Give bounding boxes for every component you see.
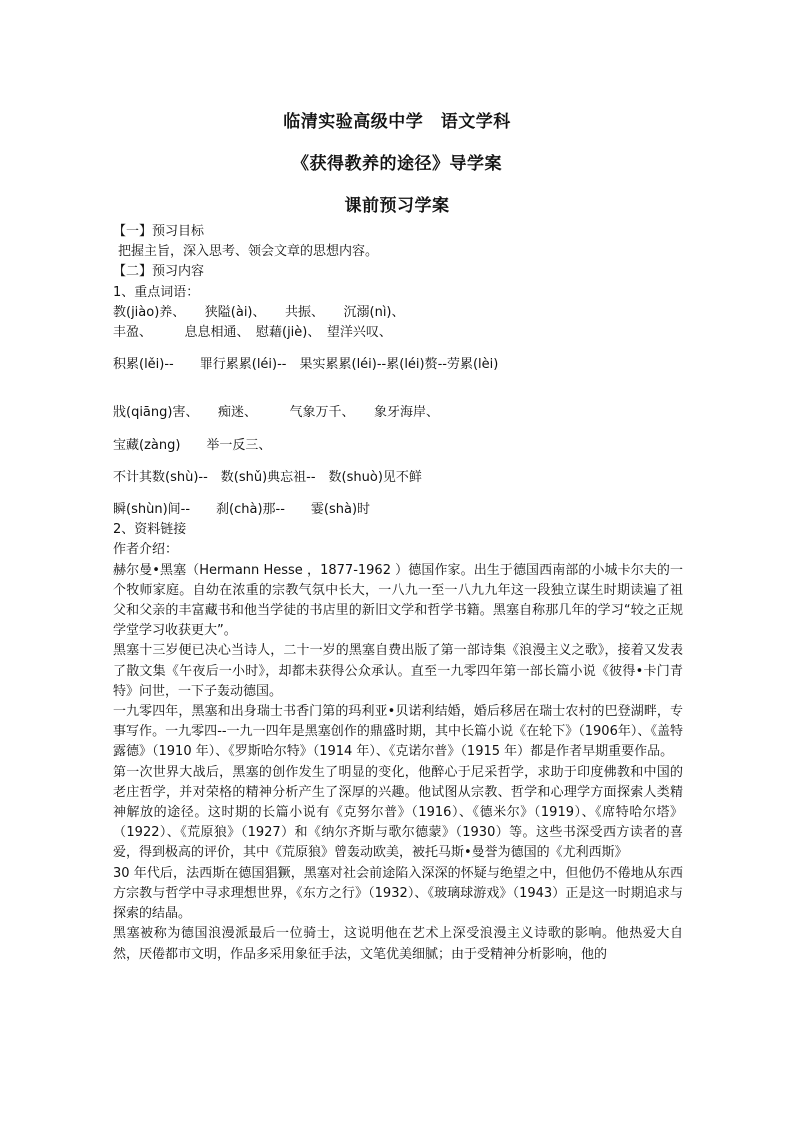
author-paragraph: 黑塞十三岁便已决心当诗人，二十一岁的黑塞自费出版了第一部诗集《浪漫主义之歌》，接着又发表了散文集《午夜后一小时》，却都未获得公众承认。直至一九零四年第一部长篇小说《彼得•卡门青特》问世，一下子轰动德国。: [113, 643, 683, 699]
vocab-line: 丰盈、 息息相通、 慰藉(jiè)、 望洋兴叹、: [113, 325, 392, 341]
lesson-title: 《获得教养的途径》导学案: [292, 154, 502, 174]
author-paragraph: 30 年代后，法西斯在德国猖獗，黑塞对社会前途陷入深深的怀疑与绝望之中，但他仍不倦地从东西方宗教与哲学中寻求理想世界，《东方之行》（1932）、《玻璃球游戏》（1943）正是这一时期追求与探索的结晶。: [113, 865, 683, 922]
goals-text: 把握主旨，深入思考、领会文章的思想内容。: [118, 244, 379, 260]
author-paragraph: 第一次世界大战后，黑塞的创作发生了明显的变化，他醉心于尼采哲学，求助于印度佛教和中国的老庄哲学，并对荣格的精神分析产生了深厚的兴趣。他试图从宗教、哲学和心理学方面探索人类精神解放的途径。这时期的长篇小说有《克努尔普》（1916）、《德米尔》（1919）、《席特哈尔塔》（1922）、《荒原狼》（1927）和《纳尔齐斯与歌尔德蒙》（1930）等。这些书深受西方读者的喜爱，得到极高的评价，其中《荒原狼》曾轰动欧美，被托马斯•曼誉为德国的《尤利西斯》: [113, 764, 683, 861]
school-title: 临清实验高级中学 语文学科: [283, 112, 511, 132]
section-title: 课前预习学案: [344, 196, 450, 216]
author-heading: 作者介绍：: [113, 542, 179, 558]
goals-heading: 【一】预习目标: [113, 224, 205, 239]
links-heading: 2、资料链接: [113, 522, 187, 538]
author-paragraph: 赫尔曼•黑塞（Hermann Hesse ，1877-1962 ）德国作家。出生于德国西南部的小城卡尔夫的一个牧师家庭。自幼在浓重的宗教气氛中长大，一八九一至一八九九年这一段独立谋生时期读遍了祖父和父亲的丰富藏书和他当学徒的书店里的新旧文学和哲学书籍。黑塞自称那几年的学习“较之正规学堂学习收获更大”。: [113, 562, 683, 639]
vocab-line: 瞬(shùn)间-- 刹(chà)那-- 霎(shà)时: [113, 502, 371, 518]
vocab-line: 宝藏(zàng) 举一反三、: [113, 437, 272, 453]
content-heading: 【二】预习内容: [113, 264, 205, 280]
author-paragraph: 一九零四年，黑塞和出身瑞士书香门第的玛利亚•贝诺利结婚，婚后移居在瑞士农村的巴登湖畔，专事写作。一九零四--一九一四年是黑塞创作的鼎盛时期，其中长篇小说《在轮下》（1906年）、《盖特露德》（1910 年）、《罗斯哈尔特》（1914 年）、《克诺尔普》（1915 年）都是作者早期重要作品。: [113, 704, 683, 760]
author-paragraph: 黑塞被称为德国浪漫派最后一位骑士，这说明他在艺术上深受浪漫主义诗歌的影响。他热爱大自然，厌倦都市文明，作品多采用象征手法，文笔优美细腻；由于受精神分析影响，他的: [113, 926, 683, 962]
vocab-line: 戕(qiāng)害、 痴迷、 气象万千、 象牙海岸、: [113, 405, 439, 421]
vocab-line: 积累(lěi)-- 罪行累累(léi)-- 果实累累(léi)--累(léi)赘--劳累(lèi): [113, 357, 499, 373]
vocab-heading: 1、重点词语：: [113, 284, 200, 300]
document-body: [113, 222, 683, 965]
vocab-line: 不计其数(shù)-- 数(shǔ)典忘祖-- 数(shuò)见不鲜: [113, 469, 422, 485]
vocab-line: 教(jiào)养、 狭隘(ài)、 共振、 沉溺(nì)、: [113, 304, 405, 320]
